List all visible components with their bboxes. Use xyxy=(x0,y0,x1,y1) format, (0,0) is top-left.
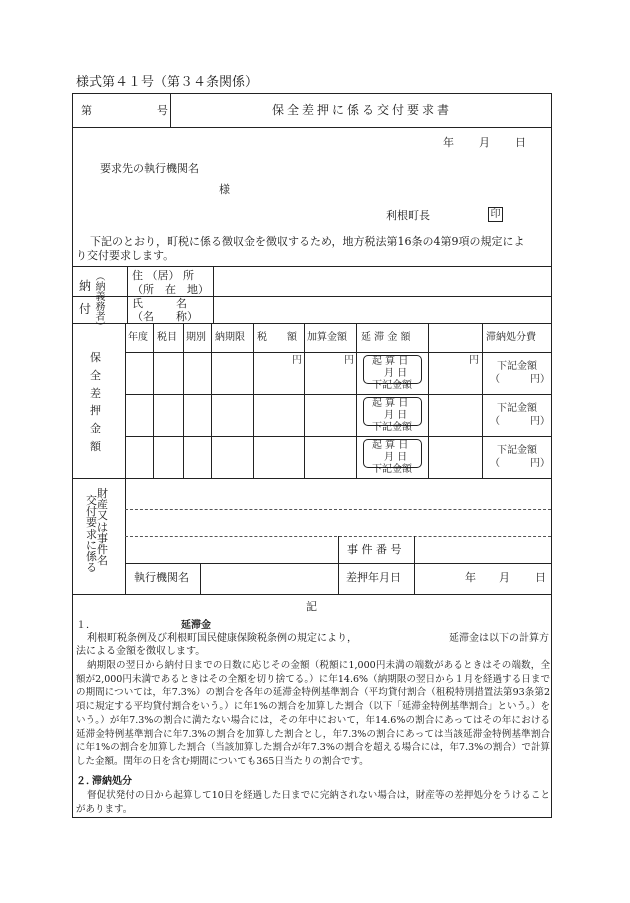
header-due-date: 納期限 xyxy=(215,332,245,343)
name-label-2: （名 称） xyxy=(132,310,198,323)
seizure-year: 年 xyxy=(465,571,476,584)
issuer-name: 利根町長 xyxy=(386,209,430,222)
kisan-amount: 下記金額 xyxy=(372,464,412,475)
notes-heading: 記 xyxy=(306,600,317,613)
yen-additional: 円 xyxy=(344,355,354,366)
disposal-amount-value: （ 円） xyxy=(490,416,550,427)
number-suffix: 号 xyxy=(157,104,168,117)
taxpayer-label-obligor: ︵納義務者︶ xyxy=(93,271,104,331)
seizure-day: 日 xyxy=(535,571,546,584)
body-text-line-1: 下記のとおり，町税に係る徴収金を徴収するため，地方税法第16条の4第9項の規定によ xyxy=(90,235,525,248)
header-delinquency: 延 滞 金 額 xyxy=(361,332,411,343)
header-tax-amount: 税 額 xyxy=(257,332,297,343)
kisan-month-day: 月 日 xyxy=(384,410,408,421)
section-1-line-1b: 延滞金は以下の計算方 xyxy=(449,633,549,644)
addressee-honorific: 様 xyxy=(219,183,230,196)
form-number: 様式第４１号（第３４条関係） xyxy=(76,75,259,90)
section-1-paragraph: 納期限の翌日から納付日までの日数に応じその金額（税額に1,000円未満の端数があるときはその端数，全額が2,000円未満であるときはその全額を切り捨てる。）に年14.6%（納期限の翌日から１月を経過する日までの期間については，年7.3%）の割合を各年の延滞金特例基準割合（平均貸付割合（租税特別措置法第93条第2項に規定する平均貸付割合をいう。）に年1%の割合を加算した割合（以下「延滞金特例基準割合」という。）をいう。）が年7.3%の割合に満たない場合には，その年中において，年14.6%の割合にあってはその年における延滞金特例基準割合に年7.3%の割合を加算した割合とし，年7.3%の割合にあっては当該延滞金特例基準割合に年1%の割合を加算した割合（当該加算した割合が年7.3%の割合を超える場合には，年7.3%の割合）で計算した金額。閏年の日を含む期間についても365日当たりの割合です。 xyxy=(76,660,550,767)
seizure-month: 月 xyxy=(499,571,510,584)
date-day: 日 xyxy=(515,136,526,149)
disposal-amount-value: （ 円） xyxy=(490,374,550,385)
seizure-date-label: 差押年月日 xyxy=(346,571,401,584)
yen-delinquency: 円 xyxy=(469,355,479,366)
disposal-amount-label: 下記金額 xyxy=(497,361,537,372)
property-side-label-left: 交 付 要 求 に 係 る xyxy=(86,494,97,575)
name-label-1: 氏 名 xyxy=(132,297,187,310)
section-1-title: 延滞金 xyxy=(181,620,211,631)
kisan-month-day: 月 日 xyxy=(384,452,408,463)
section-1-number: １． xyxy=(76,620,96,631)
section-1-line-1a: 利根町税条例及び利根町国民健康保険税条例の規定により， xyxy=(87,633,357,644)
body-text-line-2: り交付要求します。 xyxy=(76,249,175,262)
date-month: 月 xyxy=(479,136,490,149)
kisan-amount: 下記金額 xyxy=(372,380,412,391)
kisan-label: 起 算 日 xyxy=(372,398,409,409)
section-2-paragraph: 督促状発付の日から起算して10日を経過した日までに完納されない場合は，財産等の差押処分をうけることがあります。 xyxy=(76,790,550,815)
header-year: 年度 xyxy=(128,332,148,343)
section-1-line-2: 法による金額を徴収します。 xyxy=(76,646,206,657)
address-label-2: （所 在 地） xyxy=(132,283,209,296)
document-title: 保全差押に係る交付要求書 xyxy=(272,103,453,117)
header-period: 期別 xyxy=(186,332,206,343)
disposal-amount-label: 下記金額 xyxy=(497,403,537,414)
seal-mark: 印 xyxy=(488,207,503,222)
kisan-label: 起 算 日 xyxy=(372,356,409,367)
address-label-1: 住 （居） 所 xyxy=(132,269,194,282)
section-2-title: 滞納処分 xyxy=(92,776,132,787)
kisan-label: 起 算 日 xyxy=(372,440,409,451)
header-tax-item: 税目 xyxy=(157,332,177,343)
date-year: 年 xyxy=(443,136,454,149)
kisan-month-day: 月 日 xyxy=(384,368,408,379)
header-disposal-cost: 滞納処分費 xyxy=(486,332,536,343)
taxpayer-label-nou: 納 xyxy=(79,279,92,293)
disposal-amount-label: 下記金額 xyxy=(497,445,537,456)
kisan-amount: 下記金額 xyxy=(372,422,412,433)
disposal-amount-value: （ 円） xyxy=(490,458,550,469)
header-additional: 加算金額 xyxy=(307,332,347,343)
case-number-label: 事 件 番 号 xyxy=(347,543,402,556)
property-side-label: 財 産 又 は 事 件 名 xyxy=(97,487,108,568)
yen-tax: 円 xyxy=(292,355,302,366)
executing-agency-label: 執行機関名 xyxy=(134,571,189,584)
section-2-number: ２． xyxy=(76,776,96,787)
amount-side-label: 保 全 差 押 金 額 xyxy=(90,351,101,453)
taxpayer-label-fu: 付 xyxy=(79,302,92,316)
addressee-label: 要求先の執行機関名 xyxy=(100,162,199,175)
number-prefix: 第 xyxy=(81,104,92,117)
